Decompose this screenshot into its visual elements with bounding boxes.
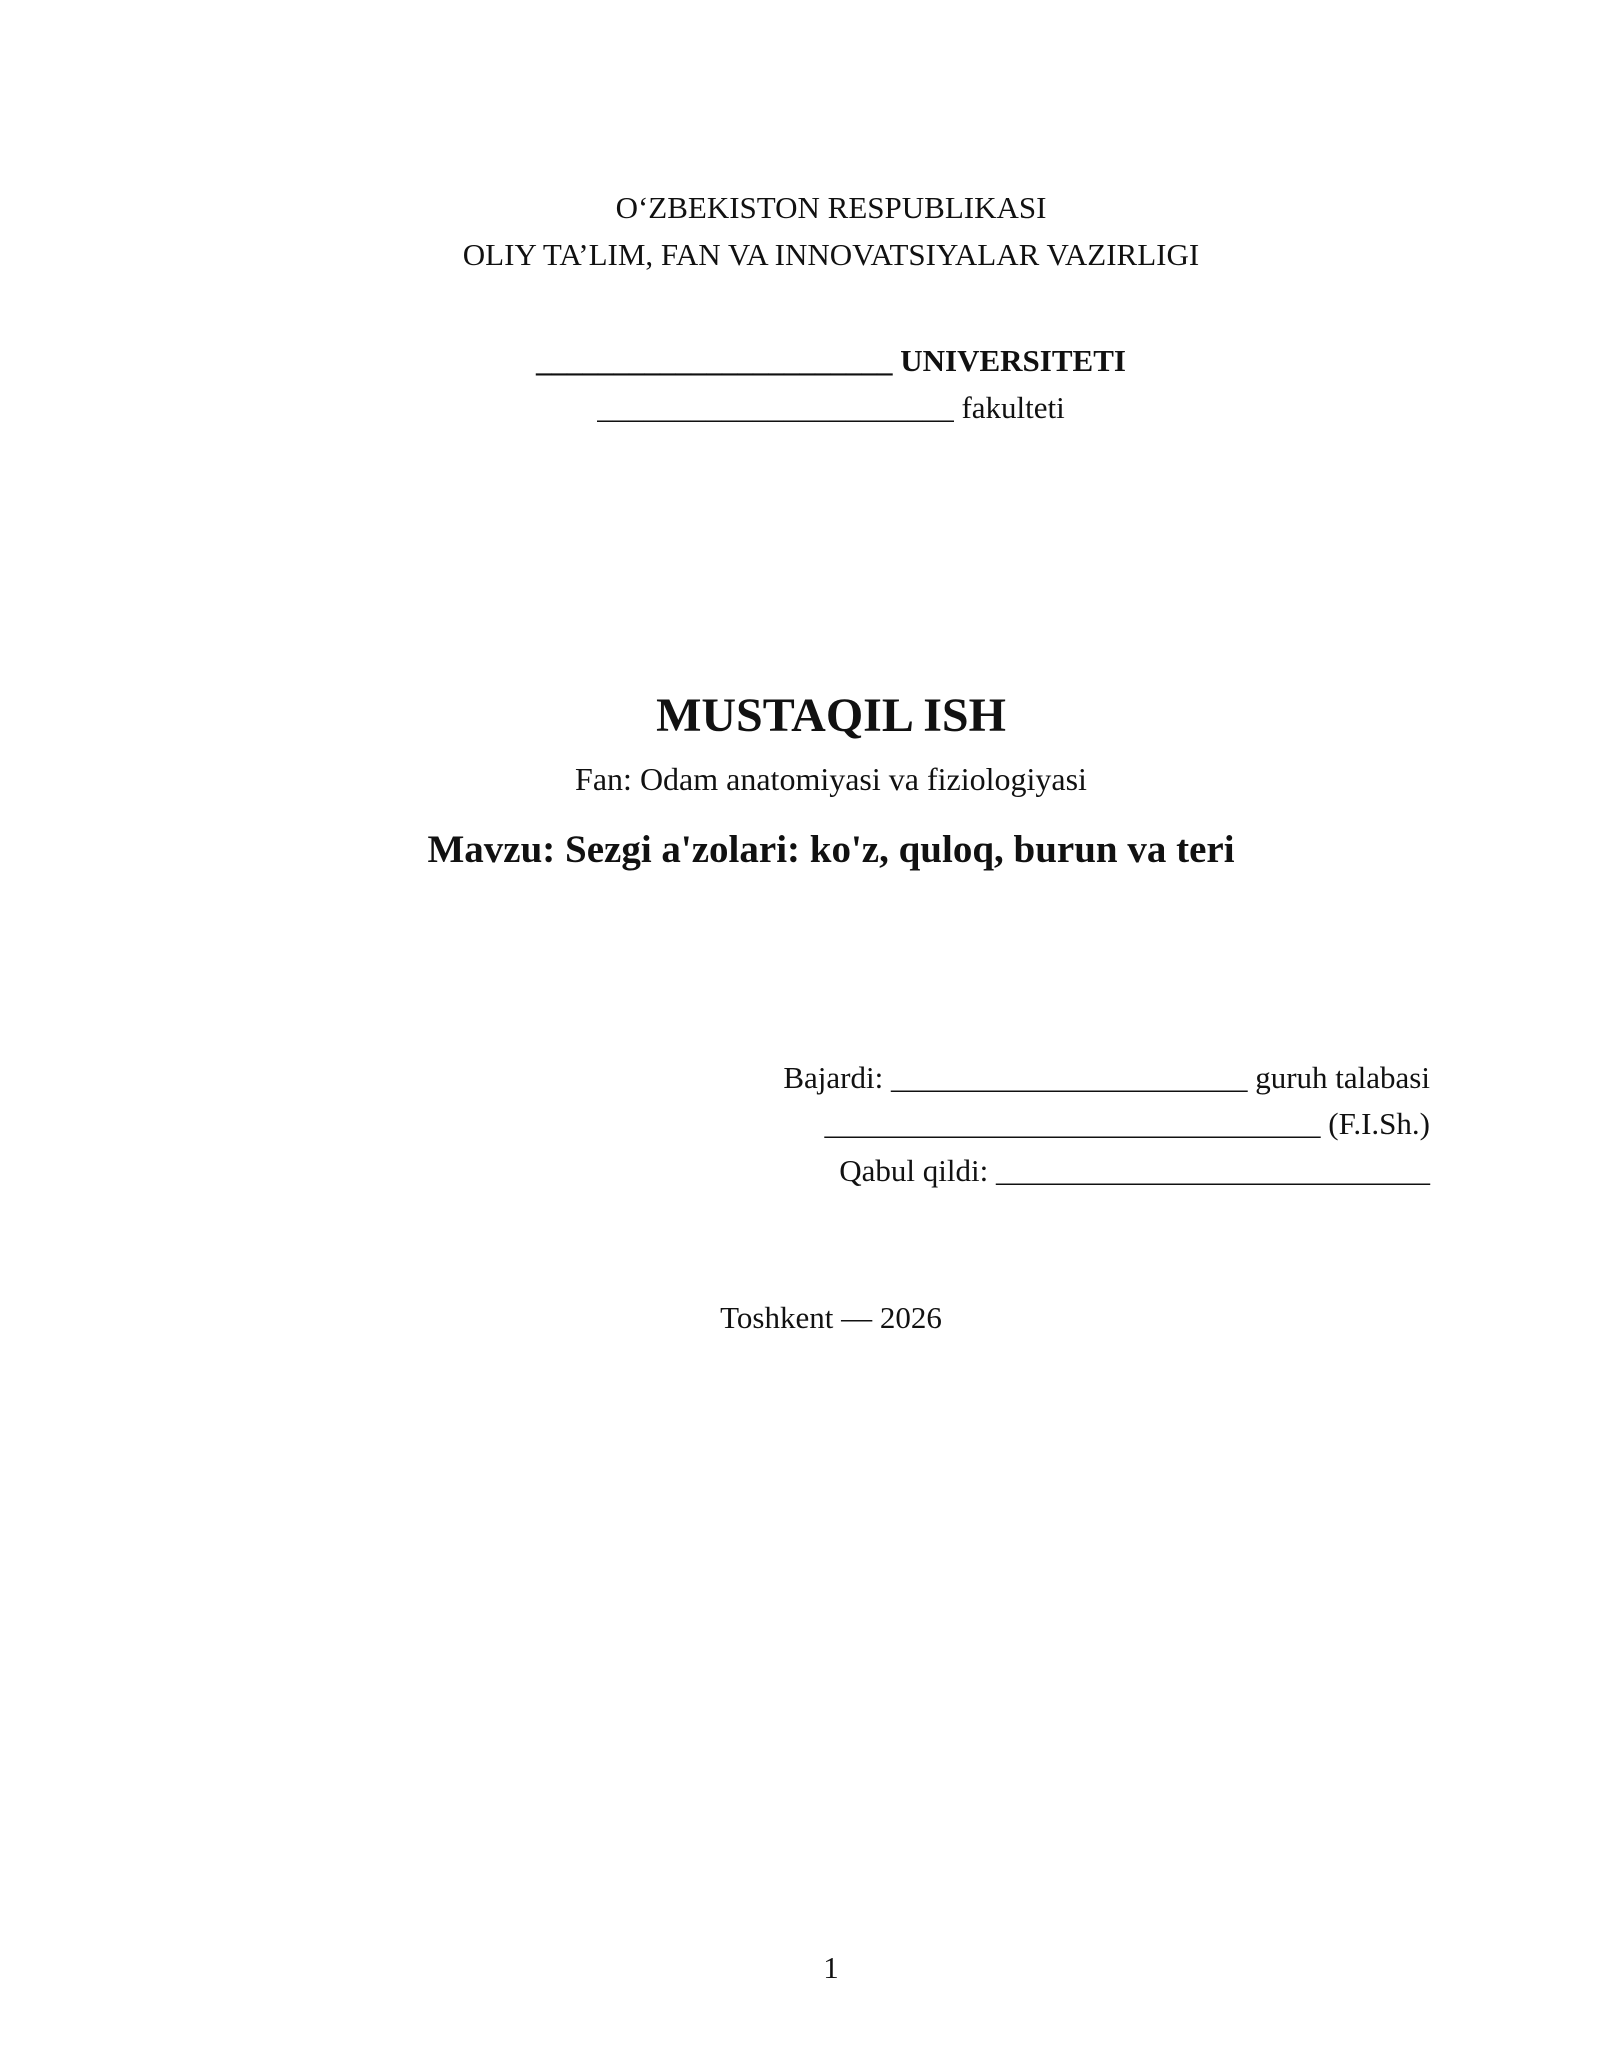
subject-line: Fan: Odam anatomiyasi va fiziologiyasi: [575, 761, 1087, 797]
ministry-heading: OLIY TA’LIM, FAN VA INNOVATSIYALAR VAZIRLIGI: [462, 237, 1200, 272]
republic-heading: O‘ZBEKISTON RESPUBLIKASI: [615, 190, 1047, 225]
faculty-line: _______________________ fakulteti: [597, 390, 1065, 425]
city-year: Toshkent — 2026: [720, 1300, 942, 1335]
performed-by-line: Bajardi: _______________________ guruh talabasi: [783, 1060, 1430, 1095]
topic-line: Mavzu: Sezgi a'zolari: ko'z, quloq, burun va teri: [427, 828, 1235, 871]
full-name-line: ________________________________ (F.I.Sh.): [824, 1106, 1430, 1141]
page-number: 1: [823, 1950, 839, 1985]
university-line: _______________________ UNIVERSITETI: [536, 343, 1126, 378]
document-title: MUSTAQIL ISH: [656, 689, 1006, 742]
accepted-by-line: Qabul qildi: ____________________________: [839, 1153, 1430, 1188]
